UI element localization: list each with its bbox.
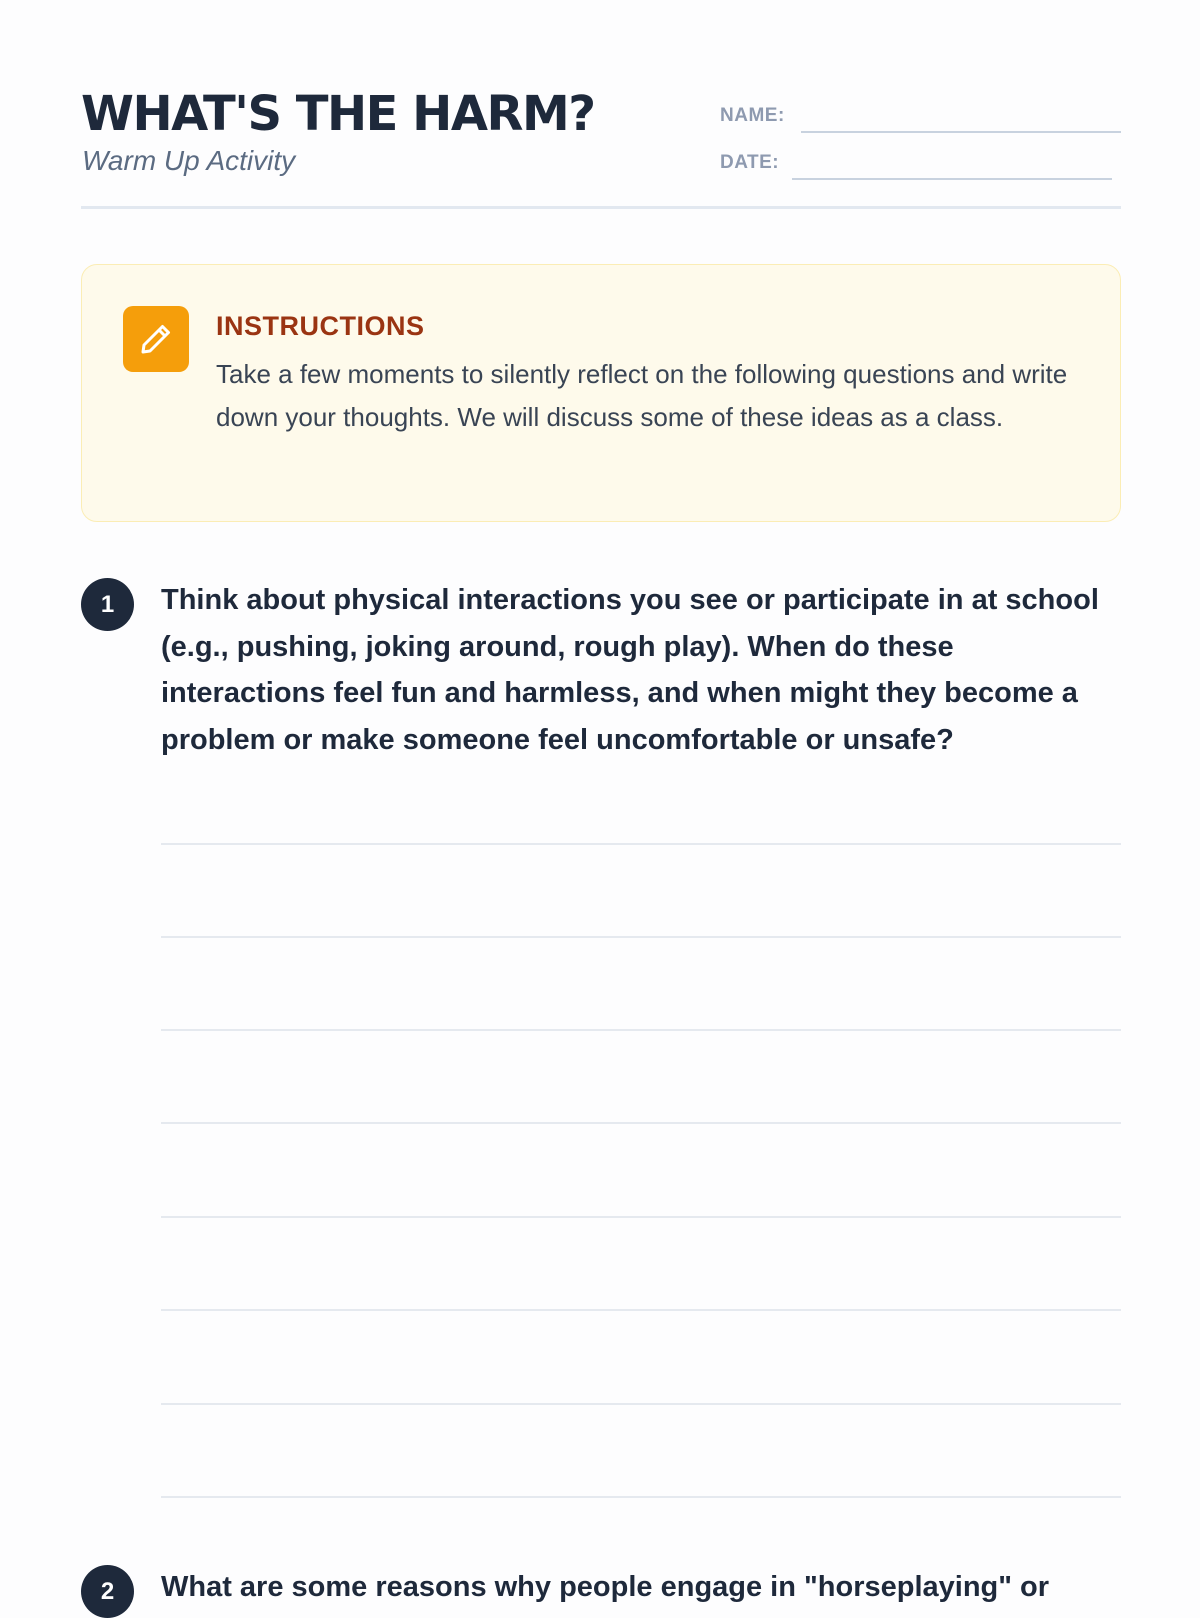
instructions-heading: INSTRUCTIONS xyxy=(216,311,425,341)
answer-line[interactable] xyxy=(161,1309,1121,1311)
name-field[interactable] xyxy=(801,131,1121,133)
question-text: What are some reasons why people engage in "horseplaying" or xyxy=(161,1571,1050,1603)
instructions-box xyxy=(81,264,1121,522)
answer-line[interactable] xyxy=(161,1122,1121,1124)
instructions-text: Take a few moments to silently reflect on the following questions and write down your thoughts. We will discuss some of these ideas as a class. xyxy=(216,359,1068,432)
page-title: WHAT'S THE HARM? xyxy=(81,86,595,142)
answer-line[interactable] xyxy=(161,936,1121,938)
header-divider xyxy=(81,206,1121,209)
worksheet-header xyxy=(81,80,1121,210)
page-subtitle: Warm Up Activity xyxy=(82,145,296,176)
answer-line[interactable] xyxy=(161,1216,1121,1218)
question-number-badge: 2 xyxy=(81,1565,134,1618)
answer-line[interactable] xyxy=(161,843,1121,845)
pencil-icon xyxy=(123,306,189,372)
question-text: Think about physical interactions you see or participate in at school (e.g., pushing, joking around, rough play). When do these interactions feel fun and harmless, and when might they become a problem or make someone feel uncomfortable or unsafe? xyxy=(161,584,1099,756)
date-field[interactable] xyxy=(792,178,1112,180)
answer-line[interactable] xyxy=(161,1496,1121,1498)
worksheet-page xyxy=(81,0,1121,1605)
answer-line[interactable] xyxy=(161,1029,1121,1031)
name-label: NAME: xyxy=(720,105,785,126)
date-label: DATE: xyxy=(720,152,780,173)
answer-line[interactable] xyxy=(161,1403,1121,1405)
question-number-badge: 1 xyxy=(81,578,134,631)
